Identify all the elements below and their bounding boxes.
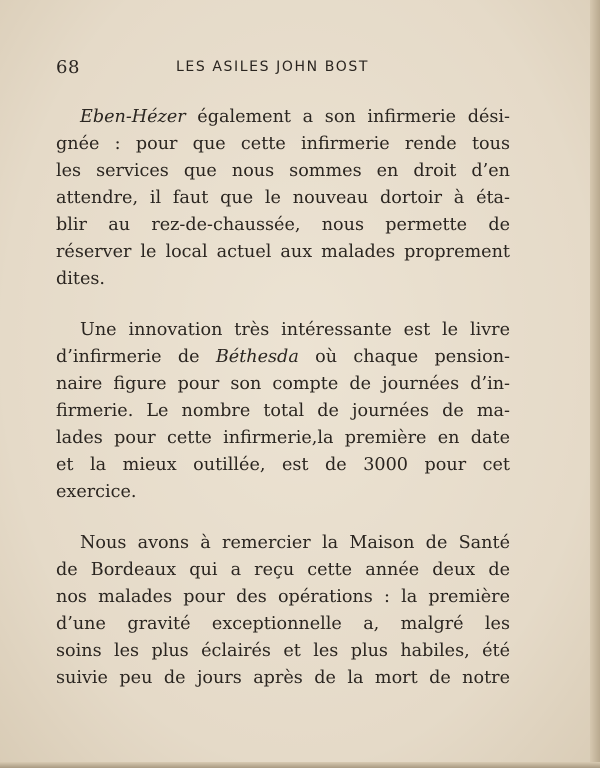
- text-line: lades pour cette infirmerie,la première en date: [56, 428, 510, 448]
- text-line: Une innovation très intéressante est le livre: [80, 320, 510, 340]
- text-line: [56, 104, 510, 131]
- page-edge-bottom: [0, 762, 600, 768]
- text-line: de Bordeaux qui a reçu cette année deux de: [56, 560, 510, 580]
- text-line: [56, 344, 510, 371]
- paragraph-1: [56, 104, 510, 293]
- text-line: nos malades pour des opérations : la première: [56, 587, 510, 607]
- text-line: attendre, il faut que le nouveau dortoir à éta-: [56, 188, 510, 208]
- text-line: réserver le local actuel aux malades proprement: [56, 242, 510, 262]
- page-edge-right: [590, 0, 600, 768]
- text-line: naire figure pour son compte de journées d’in-: [56, 374, 510, 394]
- page-header: [56, 57, 516, 81]
- text-line: Nous avons à remercier la Maison de Santé: [80, 533, 510, 553]
- place-name-bethesda: Béthesda: [215, 347, 299, 367]
- running-head: LES ASILES JOHN BOST: [176, 59, 369, 75]
- text-line: gnée : pour que cette infirmerie rende tous: [56, 134, 510, 154]
- page-number: 68: [56, 57, 80, 78]
- text-fragment: où chaque pension-: [298, 347, 510, 367]
- paragraph-2: [56, 317, 510, 506]
- text-line: dites.: [56, 269, 105, 289]
- paragraph-3: [56, 530, 510, 692]
- text-fragment: d’infirmerie de: [56, 347, 216, 367]
- place-name-eben-hezer: Eben-Hézer: [80, 107, 186, 127]
- text-line: d’une gravité exceptionnelle a, malgré les: [56, 614, 510, 634]
- text-line: les services que nous sommes en droit d’en: [56, 161, 510, 181]
- text-fragment: également a son infirmerie dési-: [185, 107, 510, 127]
- text-line: firmerie. Le nombre total de journées de ma-: [56, 401, 510, 421]
- text-line: blir au rez-de-chaussée, nous permette de: [56, 215, 510, 235]
- body-text: [56, 104, 510, 716]
- text-line: et la mieux outillée, est de 3000 pour cet: [56, 455, 510, 475]
- text-line: suivie peu de jours après de la mort de notre: [56, 668, 510, 688]
- text-line: exercice.: [56, 482, 137, 502]
- text-line: soins les plus éclairés et les plus habiles, été: [56, 641, 510, 661]
